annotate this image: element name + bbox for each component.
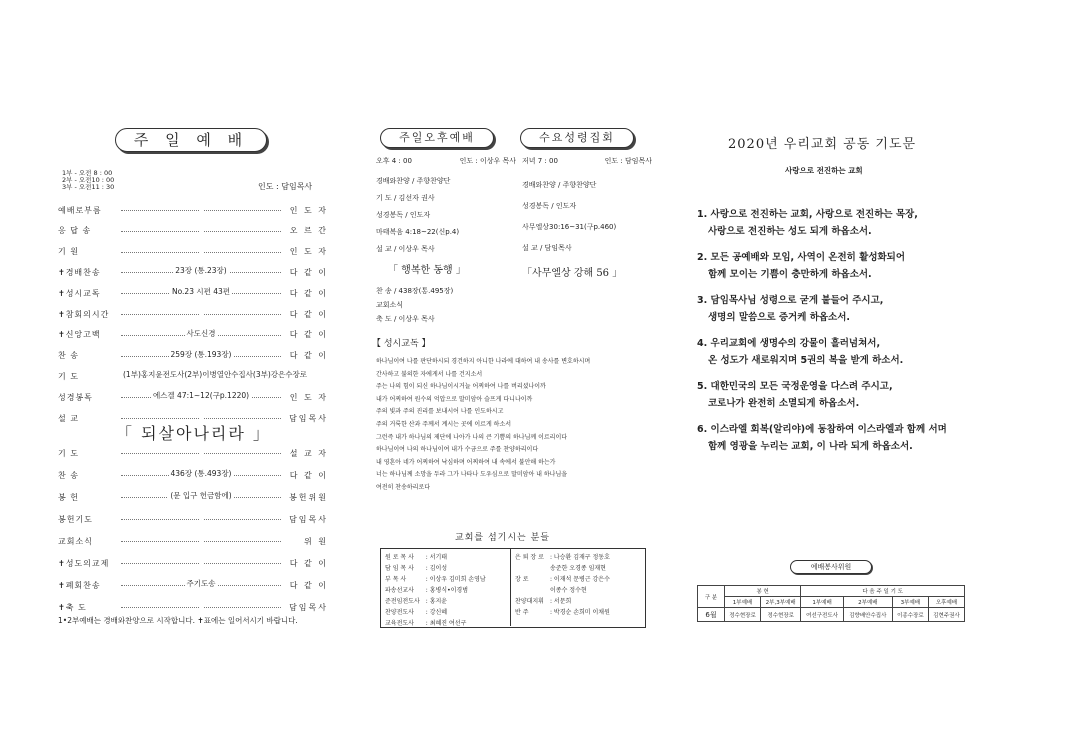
- staff-role: 담 임 목 사: [385, 565, 414, 572]
- leader-dots: [121, 391, 281, 401]
- leader-dots: [121, 518, 281, 520]
- wednesday-leader: 인도 : 담임목사: [604, 157, 652, 165]
- time-2: 2부 - 오전10 : 00: [62, 176, 115, 184]
- svc-cell: 김향배안수집사: [843, 608, 892, 622]
- order-row: [58, 513, 328, 525]
- leader-dots: [121, 287, 281, 297]
- order-person: 인 도 자: [289, 392, 328, 402]
- sunday-title: 주 일 예 배: [115, 128, 267, 152]
- prayer-line-1: 5. 대한민국의 모든 국정운영을 다스려 주시고,: [697, 381, 893, 392]
- info-line: 경배와찬양 / 주향찬양단: [376, 177, 451, 185]
- staff-names: : 홍지윤: [425, 598, 448, 605]
- staff-role: 은 퇴 장 로: [515, 554, 544, 561]
- staff-names: : 강신혜: [425, 609, 448, 616]
- staff-row: [512, 606, 613, 617]
- order-label: 봉 헌: [58, 492, 79, 502]
- staff-names: : 서문희: [549, 598, 572, 605]
- staff-title: 교회를 섬기시는 분들: [455, 533, 550, 543]
- staff-role: 파송선교사: [385, 587, 414, 594]
- order-person: 담임목사: [289, 602, 328, 612]
- order-detail: (문 입구 헌금함에): [170, 491, 232, 500]
- wednesday-time: 저녁 7 : 00: [522, 157, 558, 165]
- order-label: ✝신앙고백: [58, 330, 101, 340]
- order-label: ✝축 도: [58, 602, 87, 612]
- order-person: 담임목사: [289, 514, 328, 524]
- info-line: 주의 빛과 주의 진리를 보내시어 나를 인도하시고: [376, 408, 504, 416]
- order-person: 다 같 이: [289, 580, 328, 590]
- prayer-list: [697, 206, 947, 464]
- prayer-line-2: 생명의 말씀으로 증거케 하옵소서.: [708, 312, 851, 323]
- order-detail: [199, 556, 203, 565]
- order-person: 다 같 이: [289, 330, 328, 340]
- order-detail: 23장 (통.23장): [175, 266, 227, 276]
- afternoon-title: 주일오후예배: [380, 128, 494, 148]
- order-label: ✝경배찬송: [58, 267, 101, 277]
- staff-role: 부 목 사: [385, 576, 407, 583]
- sunday-times: [62, 170, 114, 191]
- staff-row: [512, 595, 613, 606]
- order-detail: [199, 446, 203, 455]
- time-3: 3부 - 오전11 : 30: [62, 183, 115, 191]
- order-row: [58, 308, 328, 320]
- info-line: 주는 나의 힘이 되신 하나님이시거늘 어찌하여 나를 버리셨나이까: [376, 383, 546, 391]
- order-row: [58, 601, 328, 613]
- order-row: [58, 246, 328, 258]
- order-detail: 259장 (통.193장): [170, 349, 232, 359]
- leader-dots: [121, 417, 281, 419]
- staff-role: 준전임전도사: [385, 598, 420, 605]
- order-detail: (1부)홍지윤전도사(2부)이병열안수집사(3부)강은수장로: [123, 370, 308, 380]
- staff-role: [512, 584, 547, 595]
- prayer-item: [697, 335, 947, 369]
- info-line: 설 교 / 담임목사: [522, 244, 572, 252]
- info-line: 하나님이여 나의 하나님이여 내가 수금으로 주를 찬양하리이다: [376, 446, 539, 454]
- info-line: 그런즉 내가 하나님의 제단에 나아가 나의 큰 기쁨의 하나님께 이르리이다: [376, 433, 568, 441]
- order-label: 응 답 송: [58, 226, 92, 236]
- service-title: 예배봉사위원: [790, 560, 872, 574]
- prayer-line-1: 6. 이스라엘 회복(알리야)에 동참하여 이스라엘과 함께 서며: [697, 424, 947, 435]
- order-person: 다 같 이: [289, 351, 328, 361]
- order-row: [58, 391, 328, 403]
- prayer-item: [697, 249, 947, 283]
- staff-row: [512, 584, 613, 595]
- responsive-reading: [376, 356, 666, 495]
- prayer-line-1: 1. 사랑으로 전진하는 교회, 사랑으로 전진하는 목장,: [697, 209, 918, 220]
- order-detail: [199, 534, 203, 543]
- order-label: ✝참회의시간: [58, 309, 110, 319]
- staff-row: [382, 617, 489, 628]
- svc-sub: 2부예배: [843, 597, 892, 608]
- order-row: [58, 287, 328, 299]
- staff-names: : 서기태: [425, 554, 448, 561]
- wednesday-title: 수요성령집회: [520, 128, 634, 148]
- order-row: [58, 329, 328, 341]
- info-line: 사무엘상30:16~31(구p.460): [522, 223, 617, 231]
- order-detail: No.23 시편 43편: [171, 287, 231, 297]
- staff-role: 반 주: [515, 609, 529, 616]
- responsive-title: 【 성시교독 】: [372, 339, 431, 349]
- order-person: 다 같 이: [289, 309, 328, 319]
- afternoon-leader: 인도 : 이상우 목사: [459, 157, 516, 165]
- info-line: 너는 하나님께 소망을 두라 그가 나타나 도우심으로 말미암아 내 하나님을: [376, 471, 568, 479]
- prayer-item: [697, 421, 947, 455]
- leader-dots: [121, 606, 281, 608]
- order-detail: [199, 203, 203, 212]
- order-row: [58, 469, 328, 481]
- order-person: 인 도 자: [289, 205, 328, 215]
- prayer-line-1: 2. 모든 공예배와 모임, 사역이 온전히 활성화되어: [697, 252, 906, 263]
- staff-right: [512, 551, 613, 617]
- sunday-leader: 인도 : 담임목사: [258, 182, 313, 191]
- leader-dots: [121, 266, 281, 276]
- staff-role: 교육전도사: [385, 620, 414, 627]
- staff-role: 찬양전도사: [385, 609, 414, 616]
- staff-divider: [510, 548, 511, 626]
- order-person: 인 도 자: [289, 247, 328, 257]
- order-label: 설 교: [58, 413, 79, 423]
- svc-head-0: 구 분: [698, 586, 725, 608]
- staff-names: 송준한 오경종 임재현: [549, 565, 606, 572]
- order-detail: 436장 (통.493장): [170, 469, 232, 478]
- svc-sub: 2부,3부예배: [761, 597, 801, 608]
- staff-row: [512, 562, 613, 573]
- leader-dots: [121, 209, 281, 211]
- leader-dots: [121, 579, 281, 588]
- order-row: [58, 579, 328, 591]
- order-person: 다 같 이: [289, 288, 328, 298]
- order-label: 교회소식: [58, 536, 93, 546]
- time-1: 1부 - 오전 8 : 00: [62, 169, 113, 177]
- order-detail: [199, 224, 203, 233]
- sunday-footnote: 1•2부예배는 경배와찬양으로 시작합니다. ✝표에는 일어서시기 바랍니다.: [58, 616, 298, 625]
- order-detail: [199, 600, 203, 609]
- order-label: 찬 송: [58, 470, 79, 480]
- order-label: ✝성시교독: [58, 288, 101, 298]
- staff-row: [382, 573, 489, 584]
- staff-row: [382, 595, 489, 606]
- info-line: 설 교 / 이상우 목사: [376, 245, 435, 253]
- wednesday-block: [522, 156, 652, 279]
- prayer-item: [697, 292, 947, 326]
- staff-names: : 박경순 손희미 이채원: [549, 609, 610, 616]
- order-label: ✝성도의교제: [58, 558, 110, 568]
- staff-role: 찬양대지휘: [515, 598, 544, 605]
- staff-names: : 홍병식•이경범: [425, 587, 469, 594]
- svc-month: 6월: [698, 608, 725, 622]
- prayer-title: 2020년 우리교회 공동 기도문: [728, 137, 917, 152]
- prayer-line-2: 함께 모이는 기쁨이 충만하게 하옵소서.: [708, 269, 872, 280]
- svc-cell: 정수현장로: [725, 608, 761, 622]
- svc-cell: 김현주권사: [928, 608, 964, 622]
- svc-cell: 정수현장로: [761, 608, 801, 622]
- staff-row: [512, 573, 613, 584]
- staff-names: 이종수 정수현: [549, 587, 587, 594]
- leader-dots: [121, 328, 281, 338]
- order-detail: 주기도송: [186, 579, 216, 588]
- order-row: [58, 350, 328, 362]
- svc-cell: 이종수장로: [892, 608, 928, 622]
- staff-names: : 김이성: [425, 565, 448, 572]
- info-line: 축 도 / 이상우 목사: [376, 315, 435, 323]
- leader-dots: [121, 230, 281, 232]
- wednesday-sermon: 「사무엘상 강해 56 」: [522, 268, 623, 279]
- info-line: 기 도 / 김선자 권사: [376, 194, 435, 202]
- leader-dots: [121, 469, 281, 478]
- leader-dots: [121, 370, 308, 380]
- order-detail: [199, 245, 203, 254]
- order-row: [58, 204, 328, 216]
- prayer-item: [697, 206, 947, 240]
- staff-role: [512, 562, 547, 573]
- afternoon-time: 오후 4 : 00: [376, 157, 412, 165]
- staff-names: : 이상우 김미희 손영남: [425, 576, 486, 583]
- order-detail: 에스겔 47:1~12(구p.1220): [152, 391, 250, 401]
- order-row: [58, 266, 328, 278]
- prayer-item: [697, 378, 947, 412]
- leader-dots: [121, 452, 281, 454]
- leader-dots: [121, 562, 281, 564]
- order-person: 오 르 간: [289, 226, 328, 236]
- order-row: [58, 225, 328, 237]
- order-label: 예배로부름: [58, 205, 102, 215]
- order-row: [58, 370, 328, 382]
- order-label: 기 도: [58, 371, 79, 381]
- order-row: [58, 557, 328, 569]
- info-line: 여전히 찬송하리로다: [376, 483, 431, 491]
- order-label: ✝폐회찬송: [58, 580, 101, 590]
- svc-sub: 1부예배: [801, 597, 844, 608]
- order-detail: [199, 512, 203, 521]
- afternoon-block: [376, 156, 516, 328]
- info-line: 내가 어찌하여 원수의 억압으로 말미암아 슬프게 다니나이까: [376, 395, 533, 403]
- prayer-line-1: 4. 우리교회에 생명수의 강물이 흘러넘쳐서,: [697, 338, 881, 349]
- staff-role: 원 로 목 사: [385, 554, 414, 561]
- order-person: 봉헌위원: [289, 492, 328, 502]
- info-line: 주의 거룩한 산과 주께서 계시는 곳에 이르게 하소서: [376, 420, 512, 428]
- order-label: 기 도: [58, 448, 79, 458]
- staff-row: [382, 584, 489, 595]
- info-line: 성경봉독 / 인도자: [376, 211, 431, 219]
- svc-head-1: 봉 헌: [725, 586, 801, 597]
- staff-names: : 최혜진 여선구: [425, 620, 467, 627]
- order-person: 설 교 자: [289, 448, 328, 458]
- svc-head-2: 다 음 주 일 기 도: [801, 586, 965, 597]
- info-line: 찬 송 / 438장(통.495장): [376, 287, 454, 295]
- order-row: [58, 447, 328, 459]
- svc-sub: 1부예배: [725, 597, 761, 608]
- prayer-line-2: 사랑으로 전진하는 성도 되게 하옵소서.: [708, 226, 872, 237]
- leader-dots: [121, 491, 281, 500]
- svc-sub: 오후예배: [928, 597, 964, 608]
- staff-names: : 이재석 문병근 강은수: [549, 576, 610, 583]
- order-label: 봉헌기도: [58, 514, 93, 524]
- order-label: 기 원: [58, 247, 79, 257]
- svc-cell: 여선구전도사: [801, 608, 844, 622]
- prayer-line-2: 코로나가 완전히 소멸되게 하옵소서.: [708, 398, 860, 409]
- prayer-line-1: 3. 담임목사님 성령으로 굳게 붙들어 주시고,: [697, 295, 884, 306]
- leader-dots: [121, 349, 281, 359]
- order-person: 다 같 이: [289, 470, 328, 480]
- leader-dots: [121, 313, 281, 315]
- leader-dots: [121, 251, 281, 253]
- order-person: 위 원: [304, 536, 328, 546]
- info-line: 경배와찬양 / 주향찬양단: [522, 181, 597, 189]
- info-line: 마태복음 4:18~22(신p.4): [376, 228, 460, 236]
- info-line: 교회소식: [376, 301, 404, 309]
- info-line: 내 영혼아 네가 어찌하여 낙심하며 어찌하여 내 속에서 불안해 하는가: [376, 458, 556, 466]
- leader-dots: [121, 540, 281, 542]
- staff-row: [382, 562, 489, 573]
- staff-left: [382, 551, 489, 628]
- order-detail: 사도신경: [186, 328, 216, 338]
- order-row: [58, 535, 328, 547]
- staff-names: : 나승환 김재구 정동호: [549, 554, 610, 561]
- staff-role: 장 로: [515, 576, 529, 583]
- order-label: 성경봉독: [58, 392, 93, 402]
- svc-sub: 3부예배: [892, 597, 928, 608]
- order-label: 찬 송: [58, 351, 79, 361]
- order-person: 담임목사: [289, 413, 328, 423]
- order-person: 다 같 이: [289, 558, 328, 568]
- staff-row: [512, 551, 613, 562]
- order-detail: [199, 411, 203, 420]
- info-line: 간사하고 불의한 자에게서 나를 건지소서: [376, 370, 483, 378]
- order-person: 다 같 이: [289, 267, 328, 277]
- order-detail: [199, 307, 203, 316]
- prayer-line-2: 함께 영광을 누리는 교회, 이 나라 되게 하옵소서.: [708, 441, 913, 452]
- staff-row: [382, 606, 489, 617]
- info-line: 성경봉독 / 인도자: [522, 202, 577, 210]
- prayer-subtitle: 사랑으로 전진하는 교회: [785, 166, 863, 175]
- info-line: 하나님이여 나를 판단하시되 경건하지 아니한 나라에 대하여 내 송사를 변호하시며: [376, 358, 591, 365]
- prayer-line-2: 온 성도가 새로워지며 5권의 복을 받게 하소서.: [708, 355, 904, 366]
- service-table: [697, 585, 965, 622]
- staff-row: [382, 551, 489, 562]
- sermon-title: 「 되살아나리라 」: [116, 424, 271, 443]
- afternoon-sermon: 「 행복한 동행 」: [388, 265, 466, 276]
- order-row: [58, 491, 328, 503]
